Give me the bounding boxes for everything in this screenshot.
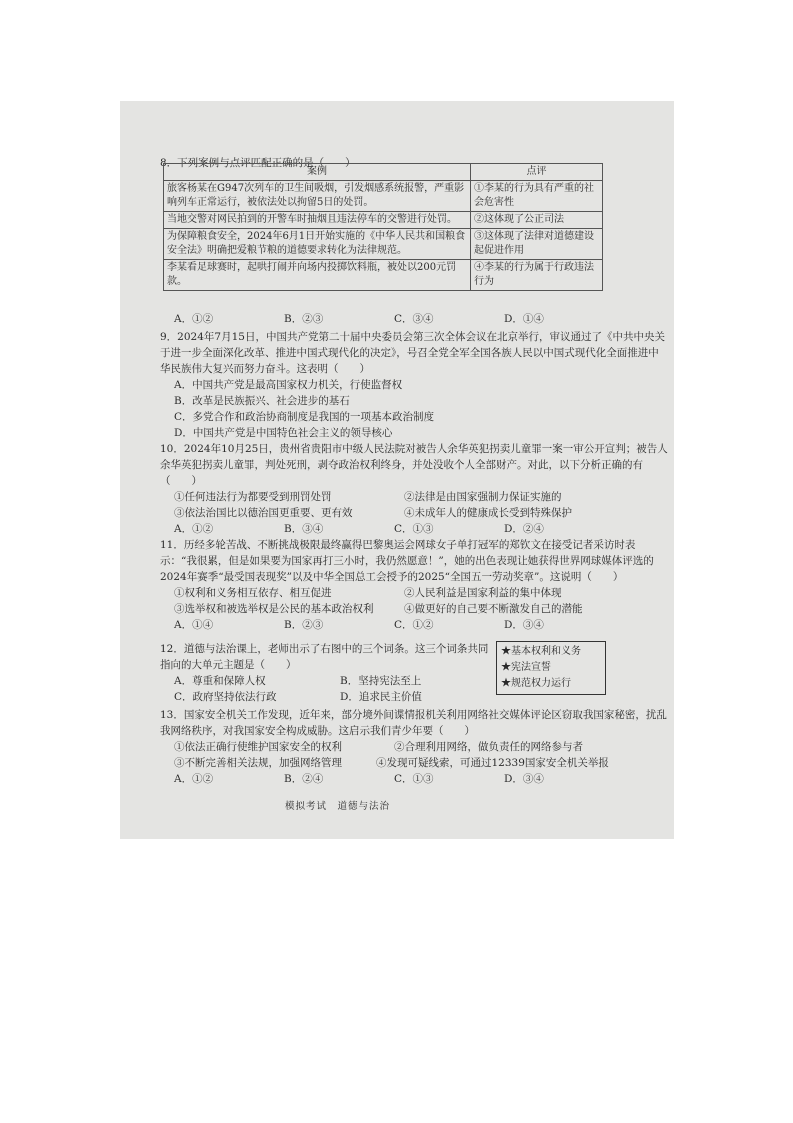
- statement-2: ②人民利益是国家利益的集中体现: [404, 587, 562, 599]
- statement-1: ①权利和义务相互依存、相互促进: [174, 587, 332, 599]
- term-item: ★基本权利和义务: [501, 646, 581, 657]
- question-9: [160, 329, 668, 441]
- statement-3: ③不断完善相关法规，加强网络管理: [174, 757, 342, 769]
- statement-1: ①依法正确行使维护国家安全的权利: [174, 741, 342, 753]
- option-c: C．①③: [394, 773, 434, 785]
- table-cell: ②这体现了公正司法: [471, 212, 603, 229]
- question-stem: 10．2024年10月25日，贵州省贵阳市中级人民法院对被告人余华英犯拐卖儿童罪一案一审公开宣判；被告人余华英犯拐卖儿童罪，判处死刑，剥夺政治权利终身，并处没收个人全部财产。对此，以下分析正确的有（ ）: [160, 443, 668, 487]
- option-b: B．③④: [284, 523, 324, 535]
- table-cell: 为保障粮食安全，2024年6月1日开始实施的《中华人民共和国粮食安全法》明确把爱粮节粮的道德要求转化为法律规范。: [164, 229, 471, 260]
- option-d: D．①④: [504, 313, 544, 325]
- option-a: A．①②: [174, 773, 214, 785]
- table-cell: ④李某的行为属于行政违法行为: [471, 260, 603, 291]
- table-header: 案例: [164, 164, 471, 181]
- question-stem: 8．下列案例与点评匹配正确的是（ ）: [160, 157, 356, 169]
- option-c: C．①②: [394, 619, 434, 631]
- option-c: C．③④: [394, 313, 434, 325]
- term-box: [496, 641, 606, 695]
- statement-3: ③选举权和被选举权是公民的基本政治权利: [174, 603, 374, 615]
- option-b: B．坚持宪法至上: [340, 675, 422, 687]
- option-d: D．③④: [504, 773, 544, 785]
- table-row: [164, 229, 603, 260]
- option-b: B．改革是民族振兴、社会进步的基石: [174, 395, 350, 407]
- option-a: A．①④: [174, 619, 214, 631]
- table-cell: 当地交警对网民拍到的开警车时抽烟且违法停车的交警进行处罚。: [164, 212, 471, 229]
- option-b: B．②④: [284, 773, 324, 785]
- question-stem: 12．道德与法治课上，老师出示了右图中的三个词条。这三个词条共同指向的大单元主题是（ ）: [160, 643, 489, 671]
- term-item: ★宪法宣誓: [501, 662, 551, 673]
- table-row: [164, 181, 603, 212]
- question-stem: 9．2024年7月15日，中国共产党第二十届中央委员会第三次全体会议在北京举行，审议通过了《中共中央关于进一步全面深化改革、推进中国式现代化的决定》，号召全党全军全国各族人民以中国式现代化全面推进中华民族伟大复兴而努力奋斗。这表明（ ）: [160, 331, 665, 375]
- option-a: A．①②: [174, 313, 214, 325]
- statement-2: ②合理利用网络，做负责任的网络参与者: [394, 741, 583, 753]
- statement-2: ②法律是由国家强制力保证实施的: [404, 491, 562, 503]
- page-footer: 模拟考试 道德与法治: [285, 801, 391, 812]
- statement-4: ④未成年人的健康成长受到特殊保护: [404, 507, 572, 519]
- question-stem: 13．国家安全机关工作发现，近年来，部分境外间谍情报机关利用网络社交媒体评论区窃取我国家秘密，扰乱我网络秩序，对我国家安全构成威胁。这启示我们青少年要（ ）: [160, 709, 667, 737]
- table-row: [164, 260, 603, 291]
- option-a: A．中国共产党是最高国家权力机关，行使监督权: [174, 379, 403, 391]
- statement-1: ①任何违法行为都要受到刑罚处罚: [174, 491, 332, 503]
- option-c: C．①③: [394, 523, 434, 535]
- term-item: ★规范权力运行: [501, 678, 571, 689]
- option-d: D．③④: [504, 619, 544, 631]
- option-c: C．多党合作和政治协商制度是我国的一项基本政治制度: [174, 411, 435, 423]
- table-cell: 旅客杨某在G947次列车的卫生间吸烟，引发烟感系统报警，严重影响列车正常运行，被依法处以拘留5日的处罚。: [164, 181, 471, 212]
- option-a: A．尊重和保障人权: [174, 675, 266, 687]
- table-cell: ③这体现了法律对道德建设起促进作用: [471, 229, 603, 260]
- question-8-options: [160, 311, 668, 327]
- statement-4: ④做更好的自己要不断激发自己的潜能: [404, 603, 583, 615]
- question-10: [160, 441, 668, 537]
- option-d: D．中国共产党是中国特色社会主义的领导核心: [174, 427, 393, 439]
- option-c: C．政府坚持依法行政: [174, 691, 277, 703]
- question-13: [160, 707, 668, 787]
- exam-sheet: [120, 101, 674, 839]
- option-b: B．②③: [284, 619, 324, 631]
- option-b: B．②③: [284, 313, 324, 325]
- table-cell: ①李某的行为具有严重的社会危害性: [471, 181, 603, 212]
- option-a: A．①②: [174, 523, 214, 535]
- table-header-row: [164, 164, 603, 181]
- option-d: D．追求民主价值: [340, 691, 422, 703]
- statement-3: ③依法治国比以德治国更重要、更有效: [174, 507, 353, 519]
- option-d: D．②④: [504, 523, 544, 535]
- question-12: [160, 641, 490, 705]
- statement-4: ④发现可疑线索，可通过12339国家安全机关举报: [376, 757, 609, 769]
- table-row: [164, 212, 603, 229]
- case-table: [163, 163, 603, 291]
- table-header: 点评: [471, 164, 603, 181]
- question-11: [160, 537, 668, 633]
- question-stem: 11．历经多轮苦战、不断挑战极限最终赢得巴黎奥运会网球女子单打冠军的郑钦文在接受记者采访时表示：“我很累，但是如果要为国家再打三小时，我仍然愿意！”，她的出色表现让她获得世界网球媒体评选的2024年赛季“最受国表现奖”以及中华全国总工会授予的2025“全国五一劳动奖章”。这说明（ ）: [160, 539, 654, 583]
- table-cell: 李某看足球赛时，起哄打闹并向场内投掷饮料瓶，被处以200元罚款。: [164, 260, 471, 291]
